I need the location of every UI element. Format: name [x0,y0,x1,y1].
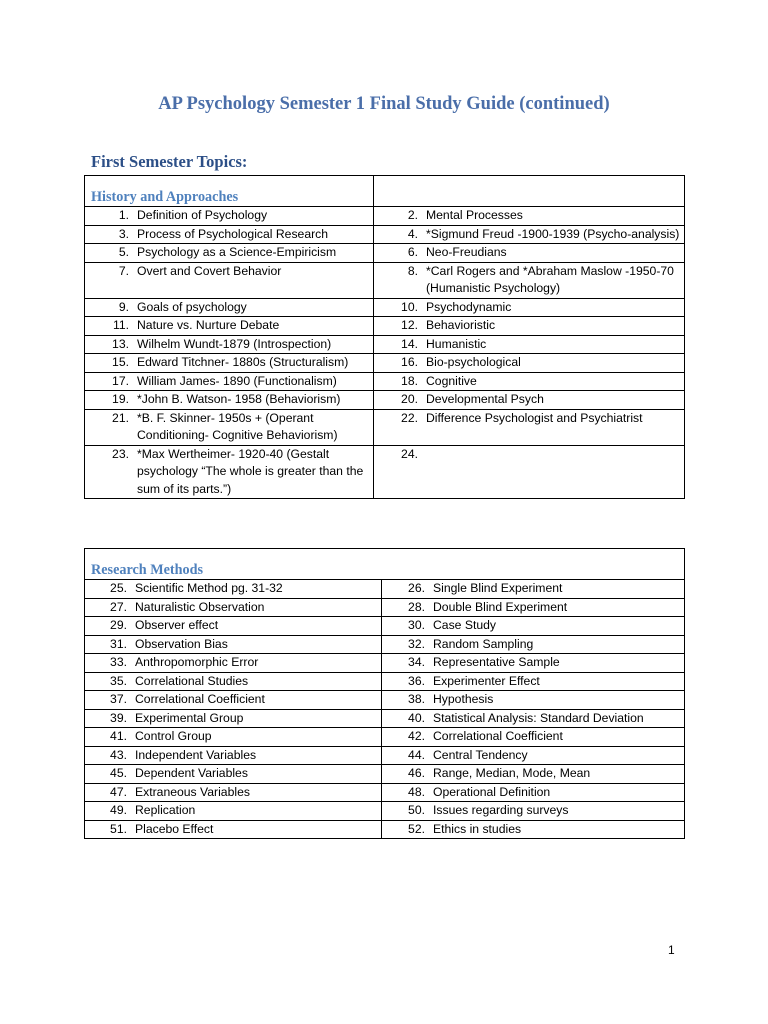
topic-text: Ethics in studies [433,821,522,836]
topic-text: Independent Variables [135,747,257,762]
left-topic-cell [85,354,374,373]
right-topic-cell [374,391,685,410]
topic-number: 52. [408,821,425,836]
topic-text: Anthropomorphic Error [135,655,259,669]
topic-number: 42. [408,729,425,743]
right-topic-cell [374,317,685,336]
list-item [85,317,373,335]
topic-number: 7. [118,263,129,278]
table-row [85,709,685,728]
left-topic-cell [85,820,382,839]
topic-number: 48. [408,784,425,799]
right-topic-cell [382,654,685,673]
table-row [85,244,685,263]
table-row [85,580,685,599]
table-row [85,317,685,336]
topic-text: Difference Psychologist and Psychiatrist [426,410,643,425]
list-item [382,784,684,802]
list-item [85,446,373,499]
topic-text: Extraneous Variables [135,784,250,799]
left-topic-cell [85,654,382,673]
page-number: 1 [668,943,675,957]
list-item [85,263,373,281]
left-topic-cell [85,409,374,445]
topic-number: 50. [408,803,425,817]
topic-text: Statistical Analysis: Standard Deviation [433,710,644,725]
topic-text: *B. F. Skinner- 1950s + (Operant Conditioning- Cognitive Behaviorism) [137,410,338,442]
topic-number: 18. [401,373,418,388]
right-topic-cell [382,820,685,839]
list-item [85,373,373,391]
topic-text: Observer effect [135,618,219,632]
list-item [85,299,373,317]
table-row [85,635,685,654]
topic-text: William James- 1890 (Functionalism) [137,373,337,388]
list-item [85,654,381,672]
list-item [382,580,684,598]
list-item [85,226,373,244]
list-item [85,244,373,262]
list-item [382,636,684,654]
list-item [85,410,373,445]
list-item [85,354,373,372]
table-row [85,335,685,354]
topic-text: Random Sampling [433,636,534,651]
topic-text: Naturalistic Observation [135,599,265,614]
list-item [374,336,684,354]
topic-number: 6. [407,245,418,259]
topic-number: 17. [112,373,129,388]
table-row [85,746,685,765]
list-item [85,617,381,635]
right-topic-cell [382,728,685,747]
right-topic-cell [382,709,685,728]
list-item [85,391,373,409]
topic-number: 1. [118,208,129,222]
topic-number: 2. [407,208,418,222]
topic-text: *Carl Rogers and *Abraham Maslow -1950-70 (Humanistic Psychology) [426,263,674,295]
topic-text: Neo-Freudians [426,245,507,259]
topic-number: 24. [401,446,418,461]
topic-number: 14. [401,336,418,351]
topic-text: Overt and Covert Behavior [137,263,282,278]
left-topic-cell [85,617,382,636]
topic-text: Single Blind Experiment [433,581,563,595]
left-topic-cell [85,598,382,617]
topic-text: Central Tendency [433,747,528,762]
right-topic-cell [382,672,685,691]
list-item [382,821,684,839]
topic-text: Dependent Variables [135,766,248,780]
left-topic-cell [85,691,382,710]
topic-text: Edward Titchner- 1880s (Structuralism) [137,355,349,369]
list-item [382,673,684,691]
right-topic-cell [374,298,685,317]
topic-text: Correlational Studies [135,673,249,688]
topic-text: Cognitive [426,373,477,388]
left-topic-cell [85,635,382,654]
topic-number: 35. [110,673,127,688]
left-topic-cell [85,298,374,317]
topic-number: 21. [112,410,129,425]
left-topic-cell [85,262,374,298]
left-topic-cell [85,672,382,691]
list-item [382,691,684,709]
topic-number: 22. [401,410,418,425]
table-row [85,820,685,839]
right-topic-cell [374,207,685,226]
list-item [374,410,684,428]
topic-number: 33. [110,655,127,669]
left-topic-cell [85,783,382,802]
topic-text: Scientific Method pg. 31-32 [135,581,283,595]
topic-number: 36. [408,673,425,688]
left-topic-cell [85,244,374,263]
list-item [374,354,684,372]
list-item [382,765,684,783]
topic-number: 12. [401,318,418,332]
table-row [85,802,685,821]
topic-number: 40. [408,710,425,725]
topic-number: 37. [110,692,127,706]
topic-text: Behavioristic [426,318,496,332]
left-topic-cell [85,391,374,410]
left-topic-cell [85,765,382,784]
list-item [85,802,381,820]
topic-text: Nature vs. Nurture Debate [137,318,280,332]
table-row [85,765,685,784]
list-item [85,765,381,783]
right-topic-cell [382,691,685,710]
list-item [85,580,381,598]
right-topic-cell [382,635,685,654]
topic-number: 4. [407,226,418,241]
topic-text: Case Study [433,618,497,632]
topic-text: Placebo Effect [135,821,214,836]
topic-text: Range, Median, Mode, Mean [433,766,591,780]
left-topic-cell [85,317,374,336]
right-topic-cell [374,335,685,354]
table-row [85,783,685,802]
topic-number: 27. [110,599,127,614]
topic-number: 38. [408,692,425,706]
left-topic-cell [85,207,374,226]
table-row [85,372,685,391]
topic-number: 5. [118,245,129,259]
right-topic-cell [374,225,685,244]
topic-number: 26. [408,581,425,595]
topic-text: Goals of psychology [137,299,247,314]
topic-text: Correlational Coefficient [433,729,563,743]
table-row [85,617,685,636]
list-item [85,336,373,354]
list-item [85,691,381,709]
left-topic-cell [85,372,374,391]
table-row [85,691,685,710]
topic-number: 19. [112,392,129,406]
research-heading: Research Methods [85,549,685,580]
history-heading: History and Approaches [85,176,374,207]
topic-number: 16. [401,355,418,369]
left-topic-cell [85,802,382,821]
topic-text: Hypothesis [433,692,494,706]
list-item [382,599,684,617]
page-title: AP Psychology Semester 1 Final Study Guide (continued) [158,94,610,114]
list-item [85,599,381,617]
list-item [85,673,381,691]
topic-number: 9. [118,299,129,314]
topic-text: Psychodynamic [426,299,512,314]
list-item [382,654,684,672]
list-item [85,784,381,802]
topic-number: 34. [408,655,425,669]
topic-text: Observation Bias [135,636,228,651]
topic-number: 29. [110,618,127,632]
table-row [85,262,685,298]
topic-text: Developmental Psych [426,392,544,406]
topic-number: 45. [110,766,127,780]
table-row [85,354,685,373]
topic-number: 46. [408,766,425,780]
topic-number: 20. [401,392,418,406]
list-item [85,821,381,839]
topic-text: Double Blind Experiment [433,599,568,614]
topic-text: Definition of Psychology [137,208,268,222]
topic-text: Representative Sample [433,655,560,669]
list-item [374,391,684,409]
left-topic-cell [85,580,382,599]
list-item [374,207,684,225]
table-row [85,672,685,691]
topic-text: Process of Psychological Research [137,226,329,241]
topic-number: 3. [118,226,129,241]
right-topic-cell [374,262,685,298]
topic-number: 47. [110,784,127,799]
topic-text: Operational Definition [433,784,551,799]
list-item [374,446,684,464]
topic-number: 13. [112,336,129,351]
research-methods-table [84,548,685,839]
topic-text: Experimenter Effect [433,673,540,688]
list-item [85,710,381,728]
list-item [382,747,684,765]
list-item [374,263,684,298]
topic-number: 51. [110,821,127,836]
topic-number: 25. [110,581,127,595]
table-row [85,207,685,226]
list-item [382,728,684,746]
right-topic-cell [382,598,685,617]
topic-text: Wilhelm Wundt-1879 (Introspection) [137,336,332,351]
topic-number: 43. [110,747,127,762]
topic-number: 49. [110,803,127,817]
topic-text: *Max Wertheimer- 1920-40 (Gestalt psychology “The whole is greater than the sum of its parts.”) [137,446,364,496]
topic-text: Humanistic [426,336,487,351]
table-row [85,445,685,499]
list-item [374,317,684,335]
right-topic-cell [374,372,685,391]
left-topic-cell [85,746,382,765]
list-item [382,617,684,635]
topic-text: Psychology as a Science-Empiricism [137,245,337,259]
table-row [85,728,685,747]
topic-text: Correlational Coefficient [135,692,265,706]
list-item [374,373,684,391]
topic-text: Mental Processes [426,208,523,222]
topic-text: *Sigmund Freud -1900-1939 (Psycho-analysis) [426,226,680,241]
topic-number: 11. [112,318,129,332]
left-topic-cell [85,728,382,747]
table-row [85,391,685,410]
table-row [85,598,685,617]
topic-number: 28. [408,599,425,614]
right-topic-cell [382,765,685,784]
topic-number: 32. [408,636,425,651]
right-topic-cell [374,409,685,445]
list-item [85,747,381,765]
topic-text: Bio-psychological [426,355,521,369]
topic-number: 41. [110,729,127,743]
topic-number: 10. [401,299,418,314]
list-item [374,244,684,262]
list-item [374,299,684,317]
topic-text: Control Group [135,729,212,743]
right-topic-cell [374,354,685,373]
table-row [85,225,685,244]
topic-number: 8. [407,263,418,278]
left-topic-cell [85,335,374,354]
topic-number: 44. [408,747,425,762]
table-row [85,409,685,445]
right-topic-cell [382,746,685,765]
right-topic-cell [382,802,685,821]
topic-text: *John B. Watson- 1958 (Behaviorism) [137,392,341,406]
topic-number: 39. [110,710,127,725]
topic-number: 23. [112,446,129,461]
history-approaches-table [84,175,685,499]
list-item [85,207,373,225]
left-topic-cell [85,709,382,728]
section-subtitle: First Semester Topics: [91,152,248,171]
left-topic-cell [85,225,374,244]
list-item [85,728,381,746]
history-heading-blank-cell [374,176,685,207]
topic-number: 30. [408,618,425,632]
topic-text: Issues regarding surveys [433,803,569,817]
right-topic-cell [382,783,685,802]
list-item [382,802,684,820]
topic-number: 15. [112,355,129,369]
list-item [374,226,684,244]
table-row [85,654,685,673]
right-topic-cell [374,445,685,499]
right-topic-cell [374,244,685,263]
topic-text: Replication [135,803,196,817]
table-row [85,298,685,317]
topic-text [426,446,684,464]
right-topic-cell [382,617,685,636]
list-item [85,636,381,654]
left-topic-cell [85,445,374,499]
topic-text: Experimental Group [135,710,244,725]
right-topic-cell [382,580,685,599]
topic-number: 31. [110,636,127,651]
list-item [382,710,684,728]
